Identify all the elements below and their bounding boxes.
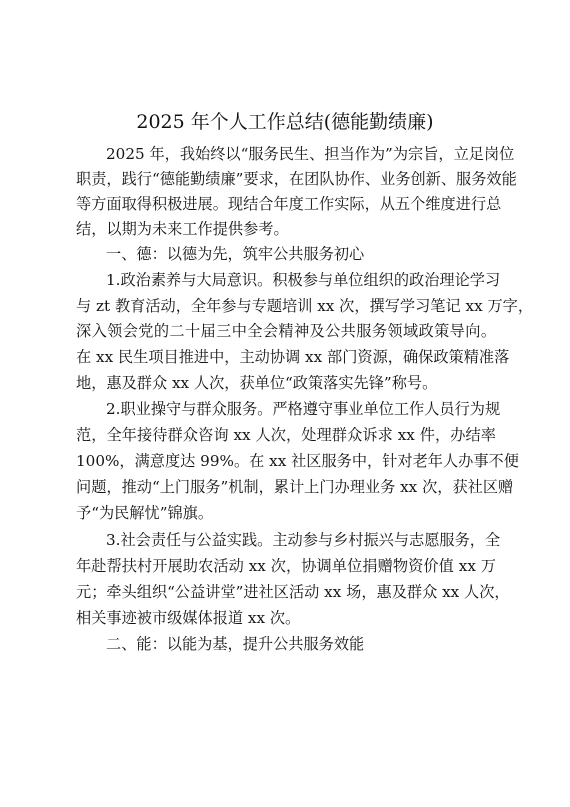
document-title: 2025 年个人工作总结(德能勤绩廉) bbox=[136, 111, 434, 133]
paragraph-line: 年赴帮扶村开展助农活动 xx 次，协调单位捐赠物资价值 xx 万 bbox=[76, 557, 496, 575]
paragraph-line: 深入领会党的二十届三中全会精神及公共服务领域政策导向。 bbox=[76, 322, 496, 340]
paragraph-line: 相关事迹被市级媒体报道 xx 次。 bbox=[76, 609, 301, 627]
paragraph-line: 问题，推动“上门服务”机制，累计上门办理业务 xx 次，获社区赠 bbox=[76, 478, 514, 496]
paragraph-line: 在 xx 民生项目推进中，主动协调 xx 部门资源，确保政策精准落 bbox=[76, 348, 510, 366]
section-heading-de: 一、德：以德为先，筑牢公共服务初心 bbox=[106, 245, 365, 263]
paragraph-line: 1.政治素养与大局意识。积极参与单位组织的政治理论学习 bbox=[106, 271, 501, 289]
paragraph-line: 3.社会责任与公益实践。主动参与乡村振兴与志愿服务，全 bbox=[106, 531, 501, 549]
paragraph-line: 等方面取得积极进展。现结合年度工作实际，从五个维度进行总 bbox=[76, 195, 502, 213]
paragraph-line: 2025 年，我始终以“服务民生、担当作为”为宗旨，立足岗位 bbox=[106, 145, 515, 163]
paragraph-line: 2.职业操守与群众服务。严格遵守事业单位工作人员行为规 bbox=[106, 400, 501, 418]
paragraph-line: 元；牵头组织“公益讲堂”进社区活动 xx 场，惠及群众 xx 人次， bbox=[76, 583, 510, 601]
paragraph-line: 100%，满意度达 99%。在 xx 社区服务中，针对老年人办事不便 bbox=[76, 452, 519, 470]
paragraph-line: 地，惠及群众 xx 人次，获单位“政策落实先锋”称号。 bbox=[76, 374, 438, 392]
paragraph-line: 予“为民解忧”锦旗。 bbox=[76, 504, 214, 522]
paragraph-line: 结，以期为未来工作提供参考。 bbox=[76, 220, 289, 238]
paragraph-line: 职责，践行“德能勤绩廉”要求，在团队协作、业务创新、服务效能 bbox=[76, 170, 517, 188]
paragraph-line: 范，全年接待群众咨询 xx 人次，处理群众诉求 xx 件，办结率 bbox=[76, 426, 496, 444]
section-heading-neng: 二、能：以能为基，提升公共服务效能 bbox=[106, 635, 365, 653]
paragraph-line: 与 zt 教育活动，全年参与专题培训 xx 次，撰写学习笔记 xx 万字， bbox=[76, 297, 534, 315]
